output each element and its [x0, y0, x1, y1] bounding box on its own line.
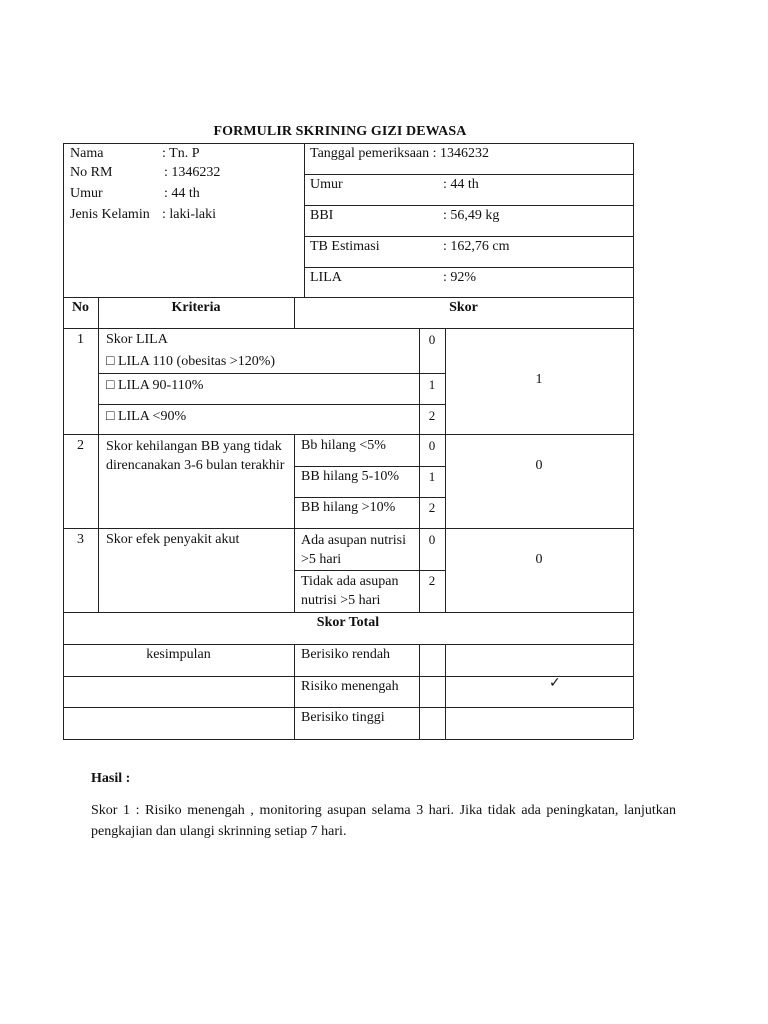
- criterion-1-score-1: 0: [428, 332, 436, 347]
- tb-estimasi-label: TB Estimasi: [310, 239, 380, 254]
- criterion-1-option-3: □ LILA <90%: [106, 409, 187, 424]
- hasil-text: Skor 1 : Risiko menengah , monitoring asupan selama 3 hari. Jika tidak ada peningkatan, lanjutkan pengkajian dan ulangi skrinning setiap 7 hari.: [91, 803, 676, 839]
- no-rm-label: No RM: [70, 165, 113, 180]
- criterion-1-result: 1: [535, 372, 543, 387]
- header-kriteria: Kriteria: [171, 300, 221, 315]
- check-icon: ✓: [549, 675, 561, 691]
- hasil-heading: Hasil :: [91, 771, 131, 786]
- lila-value: : 92%: [443, 270, 477, 285]
- criterion-2-score-2: 1: [428, 469, 436, 484]
- jenis-kelamin-label: Jenis Kelamin: [70, 207, 150, 222]
- kesimpulan-label: kesimpulan: [146, 647, 211, 662]
- nama-label: Nama: [70, 146, 104, 161]
- nama-value: : Tn. P: [162, 146, 200, 161]
- exam-umur-label: Umur: [310, 177, 343, 192]
- header-no: No: [71, 300, 90, 315]
- bbi-label: BBI: [310, 208, 334, 223]
- criterion-2-score-1: 0: [428, 438, 436, 453]
- kesimpulan-option-rendah: Berisiko rendah: [301, 647, 391, 662]
- criterion-1-score-2: 1: [428, 377, 436, 392]
- criterion-2-option-1: Bb hilang <5%: [301, 438, 386, 453]
- header-skor: Skor: [449, 300, 478, 315]
- criterion-3-option-1: Ada asupan nutrisi >5 hari: [301, 533, 406, 567]
- lila-label: LILA: [310, 270, 342, 285]
- criterion-3-option-2: Tidak ada asupan nutrisi >5 hari: [301, 574, 399, 608]
- tanggal-pemeriksaan: Tanggal pemeriksaan : 1346232: [310, 146, 490, 161]
- form-title: FORMULIR SKRINING GIZI DEWASA: [213, 124, 467, 139]
- kesimpulan-option-menengah: Risiko menengah: [301, 679, 399, 694]
- criterion-3-title: Skor efek penyakit akut: [106, 532, 240, 547]
- criterion-2-result: 0: [535, 458, 543, 473]
- criterion-1-option-1: □ LILA 110 (obesitas >120%): [106, 354, 276, 369]
- criterion-1-title: Skor LILA: [106, 332, 168, 347]
- criterion-2-option-3: BB hilang >10%: [301, 500, 396, 515]
- criterion-1-no: 1: [77, 332, 84, 347]
- criterion-3-result: 0: [535, 552, 543, 567]
- bbi-value: : 56,49 kg: [443, 208, 500, 223]
- exam-umur-value: : 44 th: [443, 177, 479, 192]
- criterion-3-no: 3: [77, 532, 84, 547]
- no-rm-value: : 1346232: [164, 165, 221, 180]
- criterion-3-score-2: 2: [428, 573, 436, 588]
- criterion-2-score-3: 2: [428, 500, 436, 515]
- umur-label: Umur: [70, 186, 103, 201]
- jenis-kelamin-value: : laki-laki: [162, 207, 217, 222]
- kesimpulan-option-tinggi: Berisiko tinggi: [301, 710, 385, 725]
- criterion-2-no: 2: [77, 438, 84, 453]
- criterion-2-option-2: BB hilang 5-10%: [301, 469, 399, 484]
- skor-total-label: Skor Total: [316, 615, 380, 630]
- criterion-1-option-2: □ LILA 90-110%: [106, 378, 204, 393]
- tb-estimasi-value: : 162,76 cm: [443, 239, 510, 254]
- umur-value: : 44 th: [164, 186, 200, 201]
- criterion-3-score-1: 0: [428, 532, 436, 547]
- criterion-2-title: Skor kehilangan BB yang tidak direncanakan 3-6 bulan terakhir: [106, 439, 285, 473]
- criterion-1-score-3: 2: [428, 408, 436, 423]
